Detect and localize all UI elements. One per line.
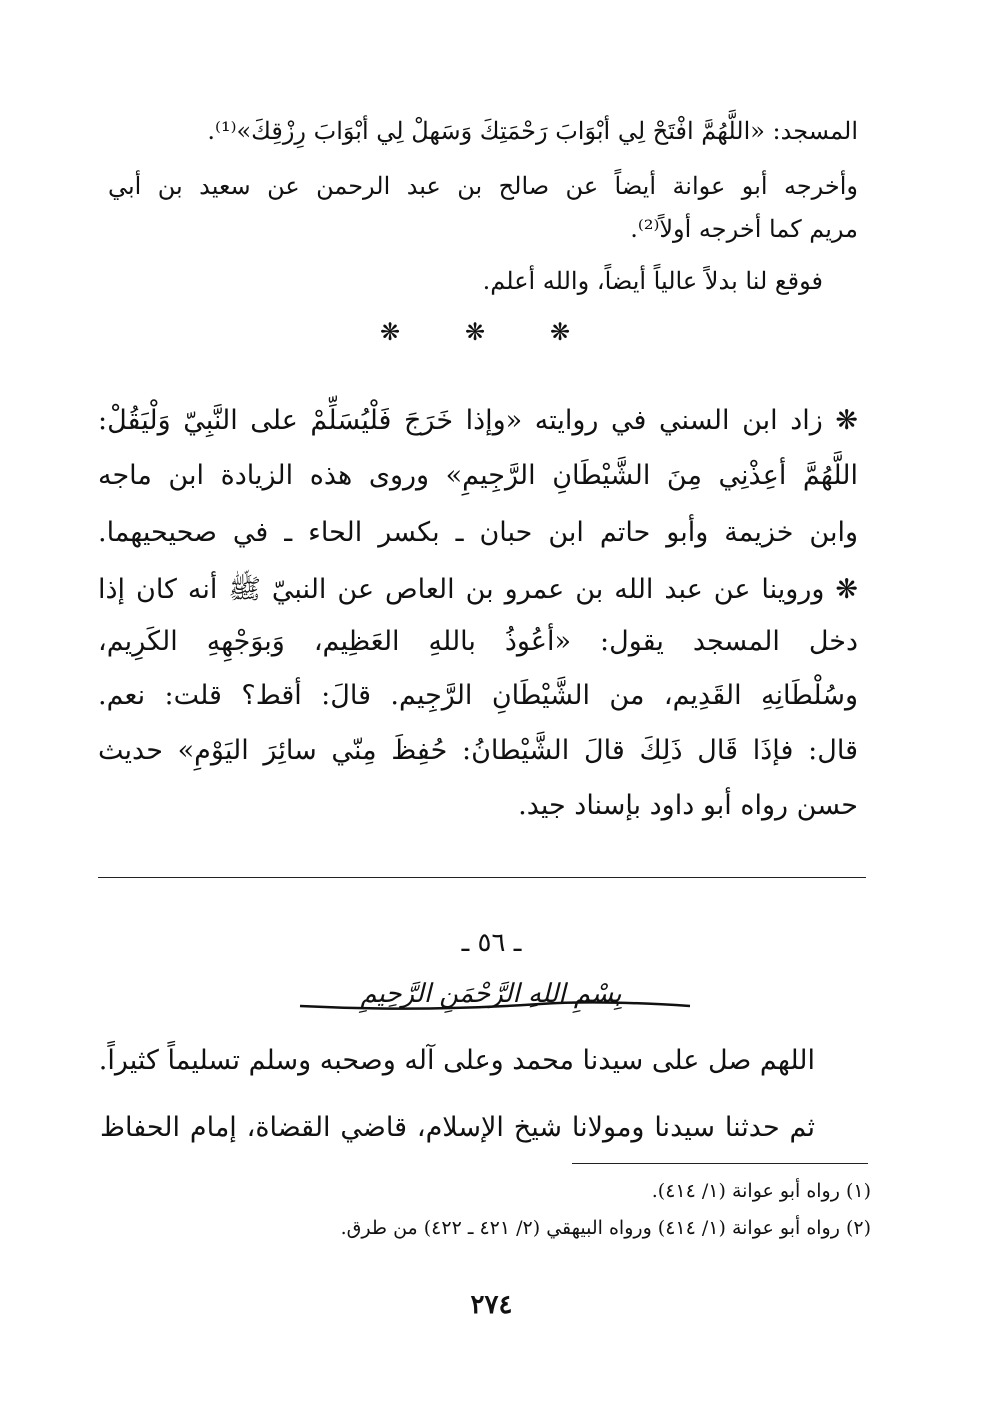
text-line: حسن رواه أبو داود بإسناد جيد. [518, 790, 858, 821]
text-line: ❋ وروينا عن عبد الله بن عمرو بن العاص عن النبيّ ﷺ أنه كان إذا [98, 574, 858, 605]
basmala-header [0, 968, 983, 1028]
star-icon: ❋ [465, 318, 486, 346]
page-number: ٢٧٤ [470, 1290, 513, 1320]
text-line: المسجد: «اللَّهُمَّ افْتَحْ لِي أبْوَابَ رَحْمَتِكَ وَسَهلْ لِي أبْوَابَ رِزْقِكَ»⁽¹⁾. [207, 117, 858, 145]
text-line: مريم كما أخرجه أولاً⁽²⁾. [630, 215, 858, 243]
text-line: فوقع لنا بدلاً عالياً أيضاً، والله أعلم. [482, 267, 823, 295]
section-divider [98, 877, 866, 878]
basmala-calligraphy [0, 968, 983, 1028]
text-line: اللَّهُمَّ أعِذْنِي مِنَ الشَّيْطَانِ الرَّجِيمِ» وروى هذه الزيادة ابن ماجه [98, 460, 858, 491]
text-line: اللهم صل على سيدنا محمد وعلى آله وصحبه وسلم تسليماً كثيراً. [98, 1045, 815, 1076]
separator-stars [380, 318, 580, 348]
section-number: ـ ٥٦ ـ [461, 928, 522, 958]
text-line: ❋ زاد ابن السني في روايته «وإذا خَرَجَ فَلْيُسَلِّمْ على النَّبِيّ وَلْيَقُلْ: [98, 405, 858, 436]
footnote: (٢) رواه أبو عوانة (١/ ٤١٤) ورواه البيهقي (٢/ ٤٢١ ـ ٤٢٢) من طرق. [340, 1217, 871, 1239]
footnote-divider [572, 1163, 868, 1164]
star-icon: ❋ [380, 318, 401, 346]
basmala-text: بِسْمِ اللهِ الرَّحْمَنِ الرَّحِيمِ [360, 979, 622, 1009]
text-line: وسُلْطَانِهِ القَدِيم، من الشَّيْطَانِ الرَّجِيم. قالَ: أقط؟ قلت: نعم. [98, 680, 858, 711]
text-line: وأخرجه أبو عوانة أيضاً عن صالح بن عبد الرحمن عن سعيد بن أبي [108, 172, 858, 200]
star-icon: ❋ [550, 318, 571, 346]
footnote: (١) رواه أبو عوانة (١/ ٤١٤). [651, 1180, 871, 1202]
text-line: ثم حدثنا سيدنا ومولانا شيخ الإسلام، قاضي القضاة، إمام الحفاظ [100, 1112, 815, 1143]
text-line: وابن خزيمة وأبو حاتم ابن حبان ـ بكسر الحاء ـ في صحيحيهما. [98, 517, 858, 548]
text-line: قال: فإذَا قَال ذَلِكَ قالَ الشَّيْطانُ: حُفِظَ مِنّي سائِرَ اليَوْمِ» حديث [98, 735, 858, 766]
text-line: دخل المسجد يقول: «أعُوذُ باللهِ العَظِيم، وَبوَجْهِهِ الكَرِيم، [98, 626, 858, 657]
